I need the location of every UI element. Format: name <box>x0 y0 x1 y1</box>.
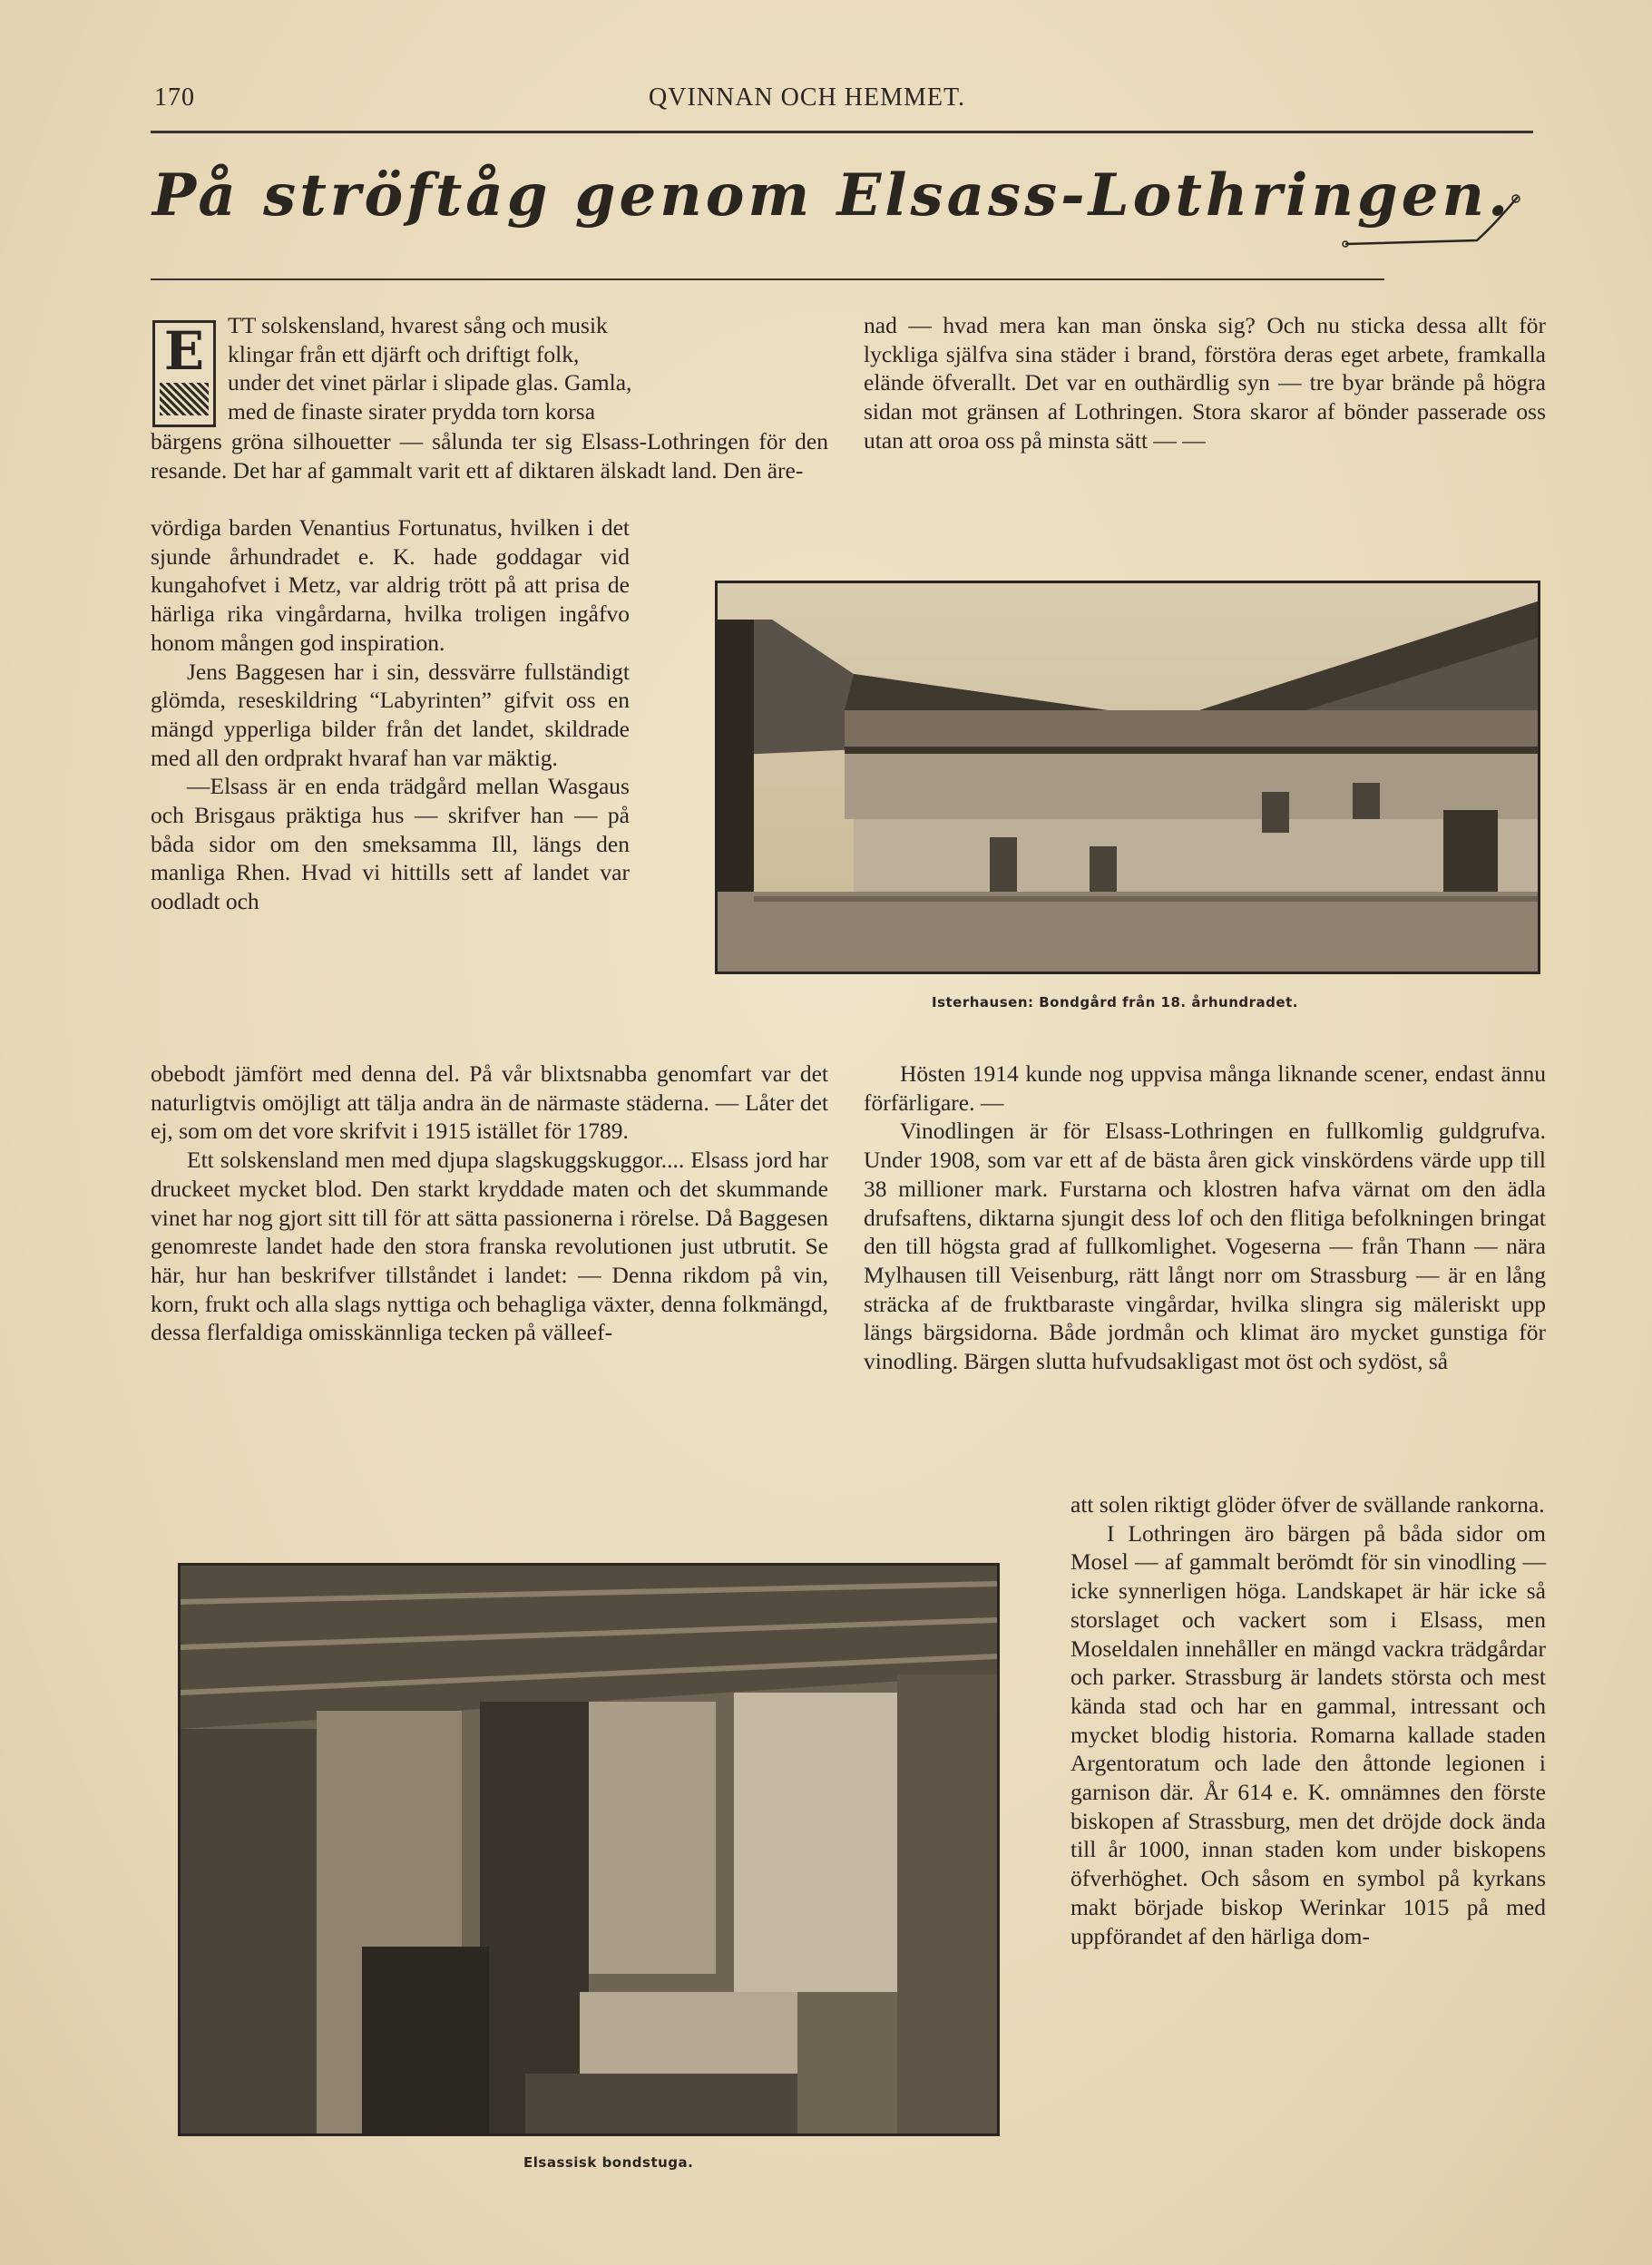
text-line: med de finaste sirater prydda torn korsa <box>228 398 596 425</box>
header-rule <box>151 131 1533 133</box>
paragraph-text: Hösten 1914 kunde nog uppvisa många liknande scener, endast ännu förfärligare. — <box>864 1060 1546 1116</box>
paragraph-text: I Lothringen äro bärgen på båda sidor om Mosel — af gammalt berömdt för sin vinodling — icke synnerligen höga. Landskapet är här icke så storslaget och vackert som i Elsass, men Moseldalen innehåller en mängd vackra trädgårdar och parker. Strassburg är landets största och mest kända stad och har en gammal, intressant och mycket blodig historia. Romarna kallade staden Argentoratum och lade den åttonde legionen i garnison där. År 614 e. K. omnämnes den förste biskopen af Strassburg, men det dröjde dock ända till år 1000, innan staden kom under biskopens öfverhöghet. Och såsom en symbol på kyrkans makt började biskop Werinkar 1015 på med uppförandet af den härliga dom- <box>1070 1519 1546 1949</box>
paragraph <box>151 1059 828 1347</box>
drop-cap-ornament-icon <box>160 383 209 415</box>
text-line: TT solskensland, hvarest sång och musik <box>228 312 608 338</box>
paragraph-text: —Elsass är en enda trädgård mellan Wasgaus och Brisgaus präktiga hus — skrifver han — på båda sidor om den smeksamma Ill, längs den manliga Rhen. Hvad vi hittills sett af landet var oodladt och <box>151 773 630 915</box>
drop-cap-letter: E <box>163 320 205 382</box>
farmhouse-image <box>718 583 1538 971</box>
paragraph-text: obebodt jämfört med denna del. På vår blixtsnabba genomfart var det naturligtvis omöjligt att tälja andra än de närmaste städerna. — Låter det ej, som om det vore skrifvit i 1915 istället för 1789. <box>151 1060 828 1145</box>
text-line: klingar från ett djärft och driftigt folk, <box>228 340 580 367</box>
page-number: 170 <box>154 83 195 112</box>
farm-parlor-caption: Elsassisk bondstuga. <box>523 2154 694 2171</box>
paragraph <box>151 513 630 916</box>
paragraph-text: Jens Baggesen har i sin, dessvärre fullständigt glömda, reseskildring “Labyrinten” gifvit oss en mängd ypperliga bilder från det landet, skildrade med all den ordprakt hvaraf han var mäktig. <box>151 658 630 771</box>
paragraph-text: Vinodlingen är för Elsass-Lothringen en fullkomlig guldgrufva. Under 1908, som var ett af de bästa åren gick vinskördens värde upp till 38 millioner mark. Furstarna och klostren hafva värnat om den ädla drufsaftens, diktarna sjungit dess lof och den flitiga befolkningen bringat den till högsta grad af fullkomlighet. Vogeserna — från Thann — nära Mylhausen till Veisenburg, rätt långt norr om Strassburg — är en lång sträcka af de fruktbaraste vingårdar, hvilka slingra sig mäleriskt upp längs bärgsidorna. Både jordmån och klimat äro mycket gunstiga för vinodling. Bärgen slutta hufvudsakligast mot öst och sydöst, så <box>864 1118 1546 1375</box>
farm-parlor-photo <box>178 1563 1000 2136</box>
paragraph-text: Ett solskensland men med djupa slagskuggskuggor.... Elsass jord har druckeet mycket blod. Den starkt kryddade maten och det skummande vinet har nog gjort sitt till för att sätta passionerna i rörelse. Då Baggesen genomreste landet hade den stora franska revolutionen just utbrutit. Se här, hur han beskrifver tillståndet i landet: — Denna rikdom på vin, korn, frukt och alla slags nyttiga och behagliga växter, denna folkmängd, dessa flerfaldiga omisskännliga tecken på välleef- <box>151 1147 828 1346</box>
article-title: På ströftåg genom Elsass-Lothringen. <box>152 161 1512 229</box>
farmhouse-photo <box>715 581 1540 974</box>
farm-parlor-image <box>181 1566 997 2133</box>
paragraph <box>864 1059 1546 1376</box>
text-line: under det vinet pärlar i slipade glas. Gamla, <box>228 369 632 396</box>
paragraph <box>1070 1490 1546 1950</box>
title-rule <box>151 278 1384 280</box>
paragraph-text: nad — hvad mera kan man önska sig? Och nu sticka dessa allt för lyckliga själfva sina städer i brand, förstöra deras eget arbete, framkalla elände öfverallt. Det var en outhärdlig syn — tre byar brände på högra sidan mot gränsen af Lothringen. Stora skaror af bönder passerade oss utan att oroa oss på minsta sätt — — <box>864 312 1546 454</box>
paragraph-text: att solen riktigt glöder öfver de svällande rankorna. <box>1070 1491 1545 1518</box>
intro-lines <box>228 311 828 426</box>
drop-cap <box>152 320 216 427</box>
paragraph <box>864 311 1546 455</box>
paragraph-text: bärgens gröna silhouetter — sålunda ter sig Elsass-Lothringen för den resande. Det har af gammalt varit ett af diktaren älskadt land. Den äre- <box>151 428 828 483</box>
pen-ornament-icon <box>1341 188 1522 251</box>
farmhouse-caption: Isterhausen: Bondgård från 18. århundradet. <box>932 994 1298 1010</box>
paragraph <box>151 427 828 484</box>
running-head: QVINNAN OCH HEMMET. <box>649 83 966 112</box>
paragraph-text: vördiga barden Venantius Fortunatus, hvilken i det sjunde århundradet e. K. hade goddagar vid kungahofvet i Metz, var aldrig trött på att prisa de härliga rika vingårdarna, hvilka troligen ingåfvo honom mången god inspiration. <box>151 514 630 656</box>
